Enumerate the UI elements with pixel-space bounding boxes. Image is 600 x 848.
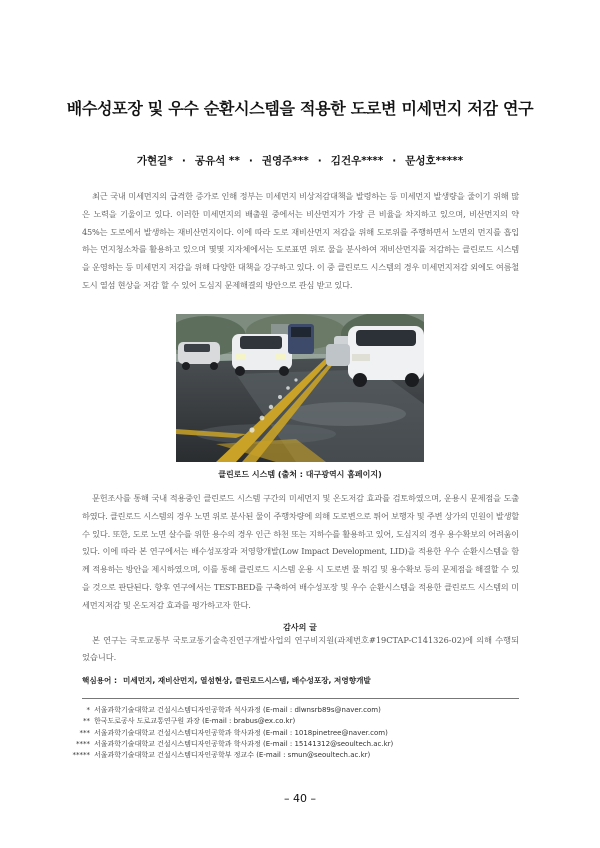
footnote-row — [60, 750, 393, 761]
footnote-text: 서울과학기술대학교 건설시스템디자인공학과 학사과정 (E-mail : 15141312@seoultech.ac.kr) — [94, 739, 394, 748]
author-5: 문성호***** — [405, 155, 464, 167]
footnote-row — [60, 705, 393, 716]
author-3: 권영주*** — [261, 155, 309, 167]
keywords-label: 핵심용어 : — [82, 676, 118, 685]
footnote-mark: **** — [76, 739, 90, 748]
author-list — [20, 153, 580, 168]
footnote-text: 서울과학기술대학교 건설시스템디자인공학과 학사과정 (E-mail : 1018pinetree@naver.com) — [94, 728, 388, 737]
clean-road-photo — [176, 314, 424, 462]
page-number: – 40 – — [284, 792, 316, 805]
body-paragraph: 문헌조사를 통해 국내 적용중인 클린로드 시스템 구간의 미세먼지 및 온도저감 효과를 검토하였으며, 운용시 문제점을 도출하였다. 클린로드 시스템의 경우 노면 위로 분사된 물이 주행차량에 의해 도로변으로 튀어 보행자 및 주변 상가의 민원이 발생할 수 있다. 또한, 도로 노면 살수를 위한 용수의 경우 인근 하천 또는 지하수를 활용하고 있어, 도심지의 경우 용수확보의 어려움이 있다. 이에 따라 본 연구에서는 배수성포장과 저영향개발(Low Impact Development, LID)을 적용한 우수 순환시스템을 함께 적용하는 방안을 제시하였으며, 이를 통해 클린로드 시스템 운용 시 도로변 물 튀김 및 용수확보 등의 문제점을 해결할 수 있을 것으로 판단된다. 향후 연구에서는 TEST-BED를 구축하여 배수성포장 및 우수 순환시스템을 적용한 클린로드 시스템의 미세먼지저감 및 온도저감 효과를 평가하고자 한다. — [82, 493, 519, 610]
keywords — [82, 675, 371, 686]
author-separator: · — [181, 155, 186, 167]
acknowledgement-text: 본 연구는 국토교통부 국토교통기술촉진연구개발사업의 연구비지원(과제번호#19CTAP-C141326-02)에 의해 수행되었습니다. — [82, 635, 519, 662]
footnote-row — [60, 739, 393, 750]
footnote-divider — [82, 698, 519, 699]
footnote-row — [60, 716, 393, 727]
author-1: 가현길* — [136, 155, 173, 167]
footnote-mark: ** — [83, 717, 90, 726]
footnotes — [60, 705, 393, 761]
intro-paragraph: 최근 국내 미세먼지의 급격한 증가로 인해 정부는 미세먼지 비상저감대책을 발령하는 등 미세먼지 발생량을 줄이기 위해 많은 노력을 기울이고 있다. 이러한 미세먼지의 배출원 중에서는 비산먼지가 가장 큰 비율을 차지하고 있으며, 비산먼지의 약 45%는 도로에서 발생하는 재비산먼지이다. 이에 따라 도로 재비산먼지 저감을 위해 도로위를 주행하면서 노면의 먼지를 흡입하는 먼지청소차를 활용하고 있으며 몇몇 지자체에서는 도로표면 위로 물을 분사하여 재비산먼지를 저감하는 클린로드 시스템을 운영하는 등 미세먼지 저감을 위해 다양한 대책을 강구하고 있다. 이 중 클린로드 시스템의 경우 미세먼지저감 외에도 여름철 도시 열섬 현상을 저감 할 수 있어 도심지 문제해결의 방안으로 관심 받고 있다. — [82, 191, 519, 290]
footnote-mark: * — [86, 706, 90, 714]
car-center — [232, 334, 292, 376]
keywords-list: 미세먼지, 재비산먼지, 열섬현상, 클린로드시스템, 배수성포장, 저영향개발 — [123, 676, 371, 685]
figure-caption: 클린로드 시스템 (출처 : 대구광역시 홈페이지) — [218, 470, 382, 479]
author-separator: · — [392, 155, 397, 167]
footnote-row — [60, 728, 393, 739]
footnote-text: 서울과학기술대학교 건설시스템디자인공학부 정교수 (E-mail : smun@seoultech.ac.kr) — [94, 751, 371, 760]
paper-title: 배수성포장 및 우수 순환시스템을 적용한 도로변 미세먼지 저감 연구 — [66, 99, 534, 118]
road-scene-illustration — [176, 314, 424, 462]
bus-distance — [288, 324, 314, 354]
footnote-mark: *** — [79, 728, 90, 737]
car-right — [348, 326, 424, 387]
author-separator: · — [248, 155, 253, 167]
author-separator: · — [317, 155, 322, 167]
footnote-text: 한국도로공사 도로교통연구원 과장 (E-mail : brabus@ex.co.kr) — [94, 717, 296, 726]
author-4: 김건우**** — [330, 155, 384, 167]
author-2: 공유석 ** — [194, 155, 240, 167]
acknowledgement-title: 감사의 글 — [283, 623, 317, 632]
footnote-mark: ***** — [72, 751, 90, 760]
footnote-text: 서울과학기술대학교 건설시스템디자인공학과 석사과정 (E-mail : dlwnsrb89s@naver.com) — [94, 706, 381, 714]
